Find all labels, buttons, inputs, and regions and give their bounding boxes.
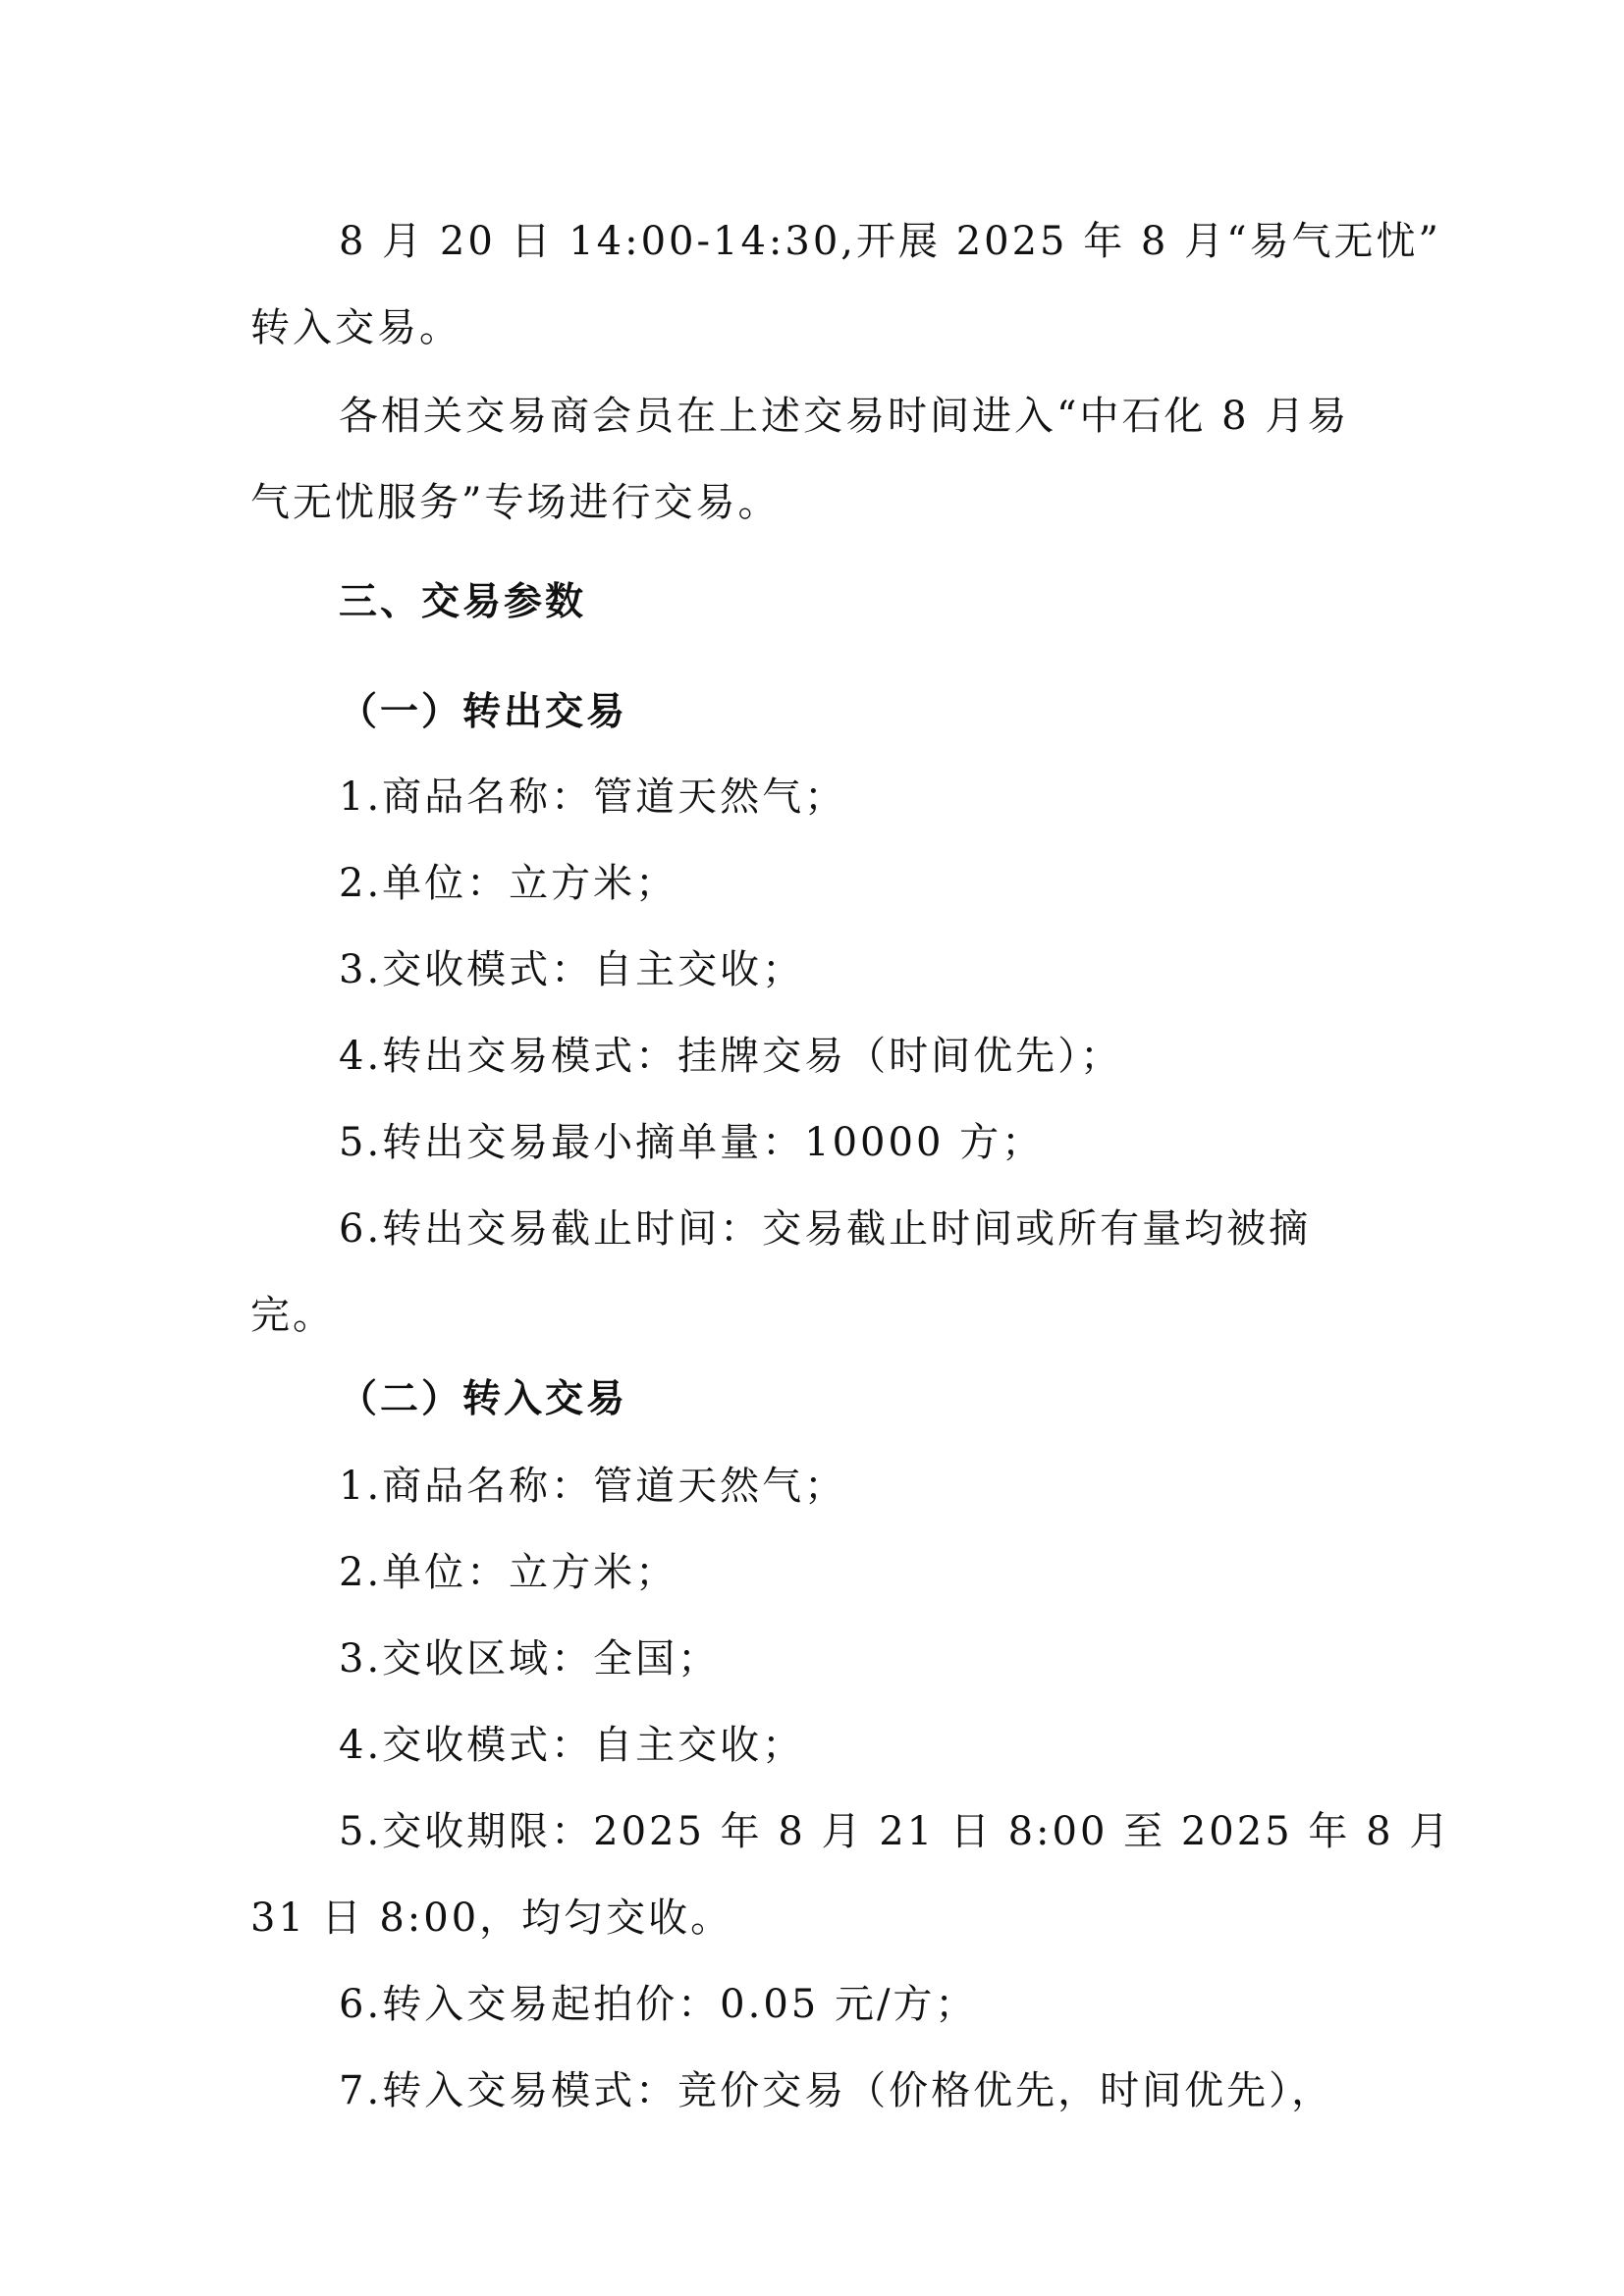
list-item: 2.单位：立方米； (339, 1550, 678, 1595)
paragraph-line: 各相关交易商会员在上述交易时间进入“中石化 8 月易 (339, 394, 1350, 439)
list-item: 1.商品名称：管道天然气； (339, 1464, 847, 1509)
list-item: 6.转出交易截止时间：交易截止时间或所有量均被摘 (339, 1206, 1312, 1252)
subsection-heading: （二）转入交易 (339, 1377, 628, 1421)
list-item-continuation: 31 日 8:00，均匀交收。 (250, 1896, 733, 1941)
list-item: 4.交收模式：自主交收； (339, 1723, 805, 1768)
list-item-continuation: 完。 (250, 1293, 335, 1338)
paragraph-line: 转入交易。 (250, 305, 461, 350)
list-item: 5.交收期限：2025 年 8 月 21 日 8:00 至 2025 年 8 月 (339, 1809, 1452, 1854)
list-item: 6.转入交易起拍价：0.05 元/方； (339, 1982, 978, 2027)
list-item: 3.交收模式：自主交收； (339, 947, 805, 992)
paragraph-line: 8 月 20 日 14:00-14:30,开展 2025 年 8 月“易气无忧” (339, 219, 1441, 264)
list-item: 4.转出交易模式：挂牌交易（时间优先）； (339, 1034, 1123, 1079)
list-item: 5.转出交易最小摘单量：10000 方； (339, 1120, 1045, 1165)
section-heading: 三、交易参数 (339, 580, 587, 624)
list-item: 3.交收区域：全国； (339, 1636, 721, 1682)
paragraph-line: 气无忧服务”专场进行交易。 (250, 480, 781, 525)
list-item: 2.单位：立方米； (339, 861, 678, 906)
list-item: 1.商品名称：管道天然气； (339, 774, 847, 820)
list-item: 7.转入交易模式：竞价交易（价格优先，时间优先）， (339, 2068, 1334, 2113)
subsection-heading: （一）转出交易 (339, 690, 628, 734)
